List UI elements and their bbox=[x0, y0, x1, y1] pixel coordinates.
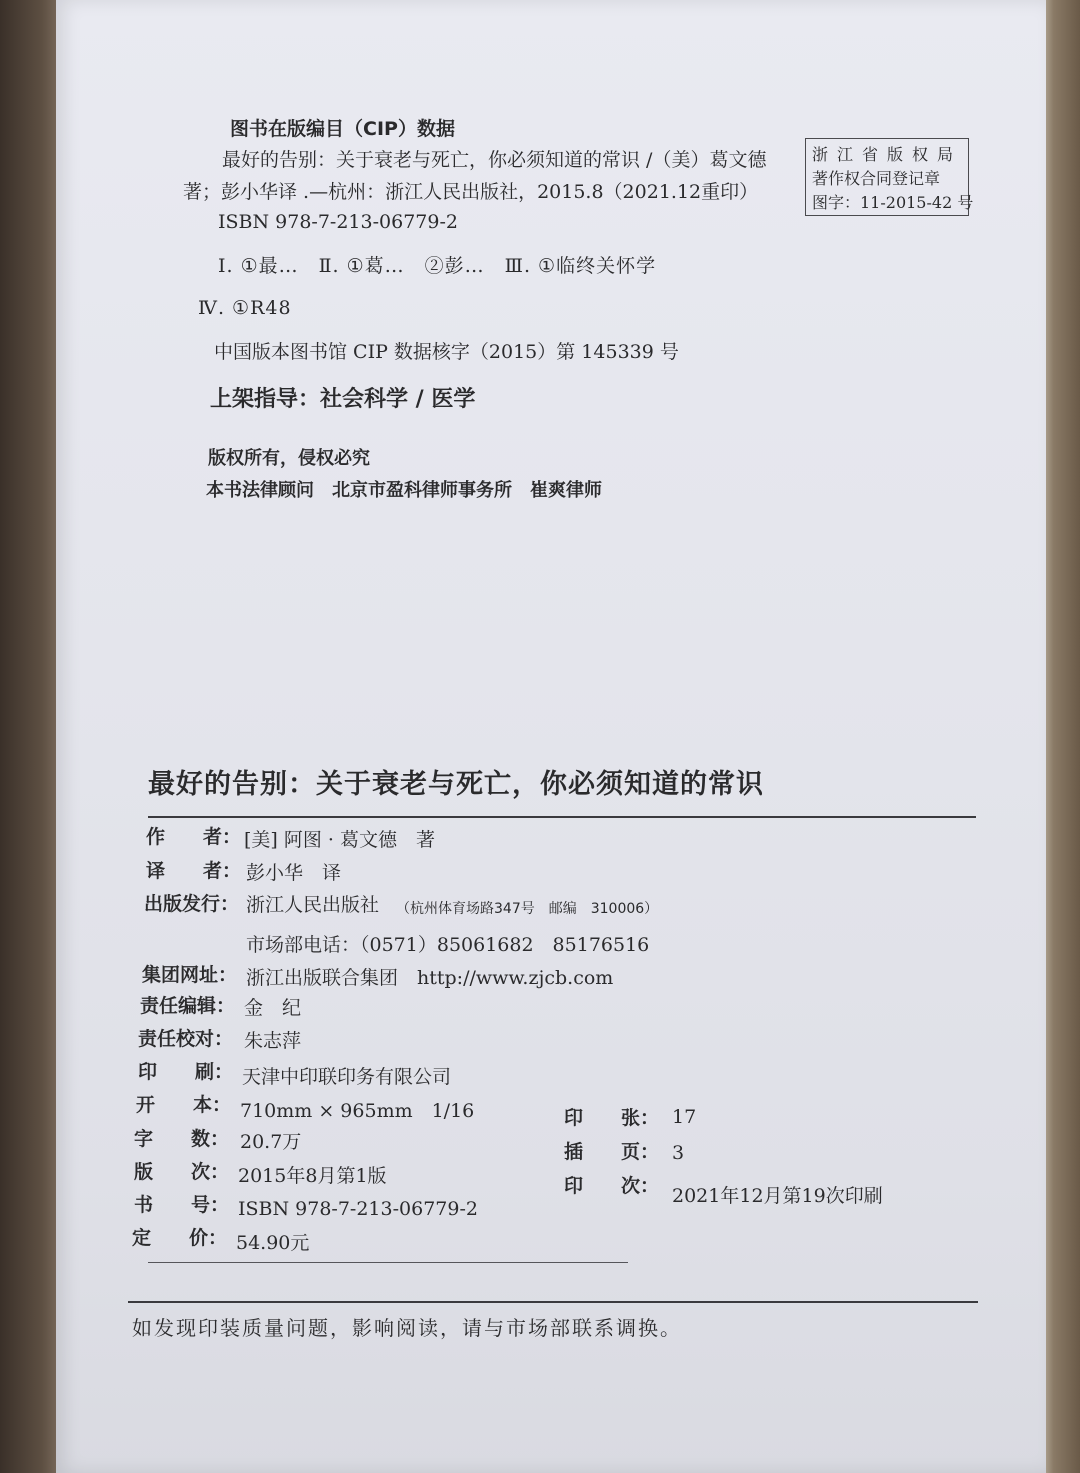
title-rule bbox=[148, 816, 976, 818]
cip-heading: 图书在版编目（CIP）数据 bbox=[230, 118, 455, 140]
stamp-line-3: 图字：11-2015-42 号 bbox=[812, 193, 974, 212]
book-title: 最好的告别：关于衰老与死亡，你必须知道的常识 bbox=[148, 769, 764, 800]
inserts-value: 3 bbox=[672, 1142, 685, 1164]
edition-value: 2015年8月第1版 bbox=[238, 1165, 387, 1187]
printer-label: 印 刷： bbox=[138, 1061, 234, 1083]
publisher-label: 出版发行： bbox=[144, 893, 240, 915]
cip-isbn: ISBN 978-7-213-06779-2 bbox=[218, 211, 458, 233]
author-label: 作 者： bbox=[146, 826, 242, 848]
cip-verify: 中国版本图书馆 CIP 数据核字（2015）第 145339 号 bbox=[214, 341, 679, 363]
legal-counsel: 本书法律顾问 北京市盈科律师事务所 崔爽律师 bbox=[206, 480, 602, 501]
sheets-label: 印 张： bbox=[564, 1107, 660, 1129]
stamp-line-1: 浙江省版权局 bbox=[812, 145, 963, 164]
proofreader-label: 责任校对： bbox=[138, 1028, 234, 1050]
cip-line-1: 最好的告别：关于衰老与死亡，你必须知道的常识 /（美）葛文德 bbox=[222, 149, 767, 171]
sheets-value: 17 bbox=[672, 1106, 697, 1128]
price-value: 54.90元 bbox=[236, 1232, 310, 1254]
stamp-line-2: 著作权合同登记章 bbox=[812, 169, 941, 188]
printing-label: 印 次： bbox=[564, 1175, 660, 1197]
format-label: 开 本： bbox=[136, 1094, 232, 1116]
editor-label: 责任编辑： bbox=[140, 995, 236, 1017]
cip-line-2: 著；彭小华译 .—杭州：浙江人民出版社，2015.8（2021.12重印） bbox=[183, 181, 759, 203]
proofreader-value: 朱志萍 bbox=[244, 1030, 302, 1052]
wordcount-label: 字 数： bbox=[134, 1128, 230, 1150]
printing-value: 2021年12月第19次印刷 bbox=[672, 1185, 883, 1207]
isbn-value: ISBN 978-7-213-06779-2 bbox=[238, 1198, 478, 1220]
inserts-label: 插 页： bbox=[564, 1141, 660, 1163]
footer-rule bbox=[128, 1301, 978, 1303]
cip-classification-2: Ⅳ. ①R48 bbox=[198, 297, 292, 319]
format-value: 710mm × 965mm 1/16 bbox=[240, 1100, 475, 1122]
price-label: 定 价： bbox=[132, 1227, 228, 1249]
author-value: [美] 阿图 · 葛文德 著 bbox=[244, 829, 435, 851]
rights-notice: 版权所有，侵权必究 bbox=[208, 448, 370, 469]
edition-label: 版 次： bbox=[134, 1161, 230, 1183]
shelf-guide: 上架指导：社会科学 / 医学 bbox=[210, 387, 476, 412]
printer-value: 天津中印联印务有限公司 bbox=[242, 1066, 452, 1088]
info-rule bbox=[148, 1262, 628, 1263]
website-value: 浙江出版联合集团 http://www.zjcb.com bbox=[246, 967, 614, 989]
footer-note: 如发现印装质量问题，影响阅读，请与市场部联系调换。 bbox=[132, 1316, 682, 1340]
translator-label: 译 者： bbox=[146, 860, 242, 882]
editor-value: 金 纪 bbox=[244, 997, 302, 1019]
wordcount-value: 20.7万 bbox=[240, 1131, 302, 1153]
translator-value: 彭小华 译 bbox=[246, 862, 342, 884]
publisher-address: （杭州体育场路347号 邮编 310006） bbox=[396, 901, 659, 917]
marketing-phone: 市场部电话：（0571）85061682 85176516 bbox=[246, 934, 650, 956]
website-label: 集团网址： bbox=[142, 964, 238, 986]
cip-classification-1: Ⅰ. ①最… Ⅱ. ①葛… ②彭… Ⅲ. ①临终关怀学 bbox=[218, 255, 657, 277]
isbn-label: 书 号： bbox=[134, 1194, 230, 1216]
copyright-registration-stamp bbox=[805, 138, 974, 216]
publisher-value: 浙江人民出版社 bbox=[246, 894, 380, 916]
book-page bbox=[56, 0, 1046, 1473]
